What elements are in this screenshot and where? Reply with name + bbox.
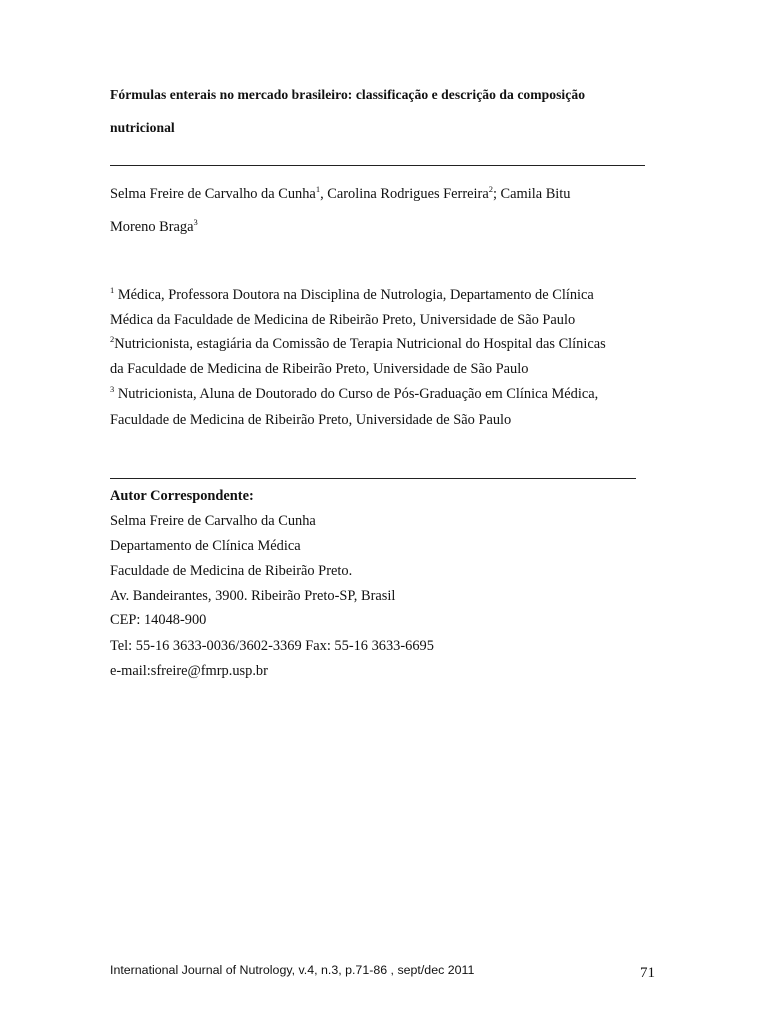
correspondence-phone-fax: Tel: 55-16 3633-0036/3602-3369 Fax: 55-16 3633-6695 bbox=[110, 638, 434, 654]
affiliation-3-line-2: Faculdade de Medicina de Ribeirão Preto, Universidade de São Paulo bbox=[110, 412, 512, 428]
authors-line-2 bbox=[110, 219, 198, 236]
author-3-affiliation-marker: 3 bbox=[193, 217, 198, 227]
journal-citation: International Journal of Nutrology, v.4, n.3, p.71-86 , sept/dec 2011 bbox=[110, 963, 475, 977]
affiliation-2-text: Nutricionista, estagiária da Comissão de Terapia Nutricional do Hospital das Clínicas bbox=[114, 336, 606, 352]
author-3-name-part-1: ; Camila Bitu bbox=[492, 186, 571, 202]
affiliation-2-marker: 2 bbox=[110, 334, 115, 344]
affiliation-1-line-1 bbox=[110, 287, 594, 304]
correspondence-postal-code: CEP: 14048-900 bbox=[110, 612, 207, 628]
paper-title-line-1: Fórmulas enterais no mercado brasileiro: classificação e descrição da composição bbox=[110, 87, 586, 102]
paper-title-line-2: nutricional bbox=[110, 120, 175, 135]
affiliation-3-line-1 bbox=[110, 386, 598, 403]
author-1-name: Selma Freire de Carvalho da Cunha bbox=[110, 186, 316, 202]
author-2-affiliation-marker: 2 bbox=[488, 184, 493, 194]
correspondence-department: Departamento de Clínica Médica bbox=[110, 538, 301, 554]
affiliation-1-line-2: Médica da Faculdade de Medicina de Ribeirão Preto, Universidade de São Paulo bbox=[110, 312, 576, 328]
authors-line-1 bbox=[110, 186, 571, 203]
affiliation-1-marker: 1 bbox=[110, 285, 115, 295]
author-3-name-part-2: Moreno Braga bbox=[110, 219, 194, 235]
affiliation-1-text: Médica, Professora Doutora na Disciplina de Nutrologia, Departamento de Clínica bbox=[114, 287, 594, 303]
correspondence-divider bbox=[110, 478, 636, 479]
correspondence-faculty: Faculdade de Medicina de Ribeirão Preto. bbox=[110, 563, 353, 579]
affiliation-2-line-2: da Faculdade de Medicina de Ribeirão Preto, Universidade de São Paulo bbox=[110, 361, 529, 377]
affiliation-2-line-1 bbox=[110, 336, 606, 353]
correspondence-name: Selma Freire de Carvalho da Cunha bbox=[110, 513, 316, 529]
author-1-affiliation-marker: 1 bbox=[315, 184, 321, 194]
correspondence-address: Av. Bandeirantes, 3900. Ribeirão Preto-SP, Brasil bbox=[110, 588, 396, 604]
affiliation-3-text: Nutricionista, Aluna de Doutorado do Curso de Pós-Graduação em Clínica Médica, bbox=[114, 386, 599, 402]
correspondence-email: e-mail:sfreire@fmrp.usp.br bbox=[110, 663, 268, 679]
correspondence-heading: Autor Correspondente: bbox=[110, 488, 254, 504]
page-number: 71 bbox=[640, 965, 655, 981]
title-divider bbox=[110, 165, 645, 166]
author-2-name: , Carolina Rodrigues Ferreira bbox=[320, 186, 489, 202]
affiliation-3-marker: 3 bbox=[110, 384, 115, 394]
